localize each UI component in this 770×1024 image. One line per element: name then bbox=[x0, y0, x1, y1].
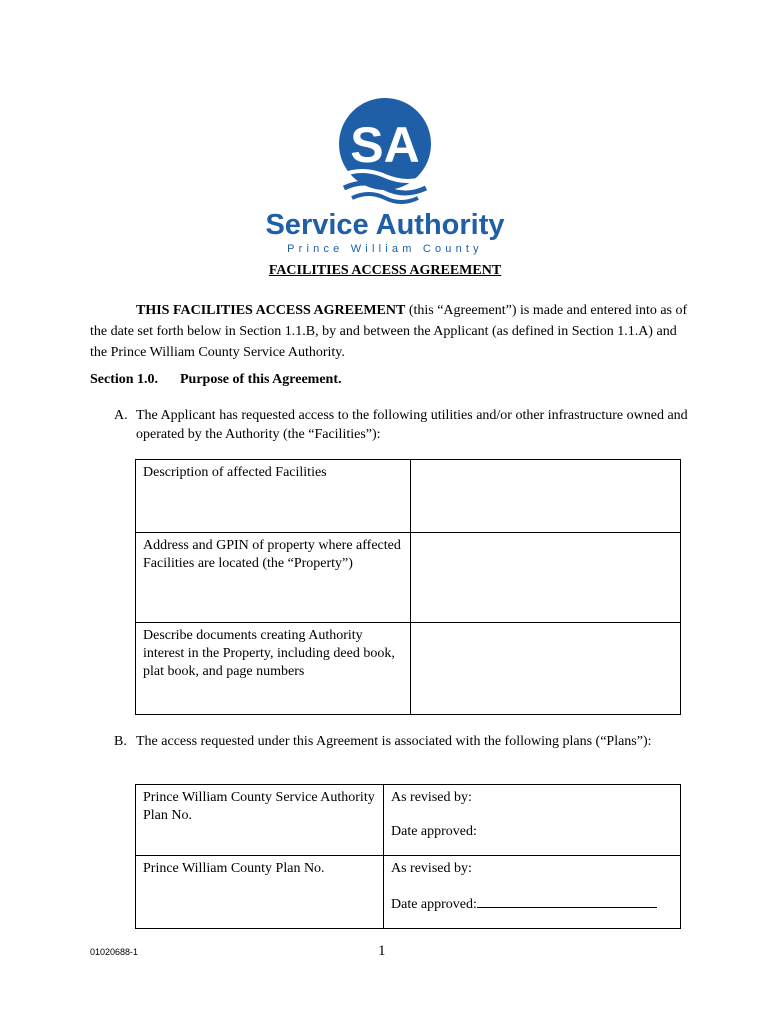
facilities-description-label: Description of affected Facilities bbox=[136, 460, 411, 533]
authority-plan-field[interactable] bbox=[384, 785, 681, 856]
sa-emblem bbox=[339, 98, 431, 202]
table-row bbox=[136, 856, 681, 929]
table-row bbox=[136, 785, 681, 856]
logo-monogram: SA bbox=[350, 117, 420, 173]
county-plan-field[interactable] bbox=[384, 856, 681, 929]
table-row bbox=[136, 460, 681, 533]
item-a-text: The Applicant has requested access to the following utilities and/or other infrastructure owned and operated by the Authority (the “Facilities”): bbox=[136, 408, 688, 442]
item-a-letter: A. bbox=[114, 408, 128, 423]
facilities-description-field[interactable] bbox=[411, 460, 681, 533]
facilities-table bbox=[135, 459, 681, 715]
authority-documents-field[interactable] bbox=[411, 623, 681, 715]
section-heading bbox=[90, 372, 342, 388]
page-number: 1 bbox=[378, 943, 386, 959]
authority-documents-label: Describe documents creating Authority interest in the Property, including deed book, plat book, and page numbers bbox=[136, 623, 411, 715]
table-row bbox=[136, 623, 681, 715]
document-title: FACILITIES ACCESS AGREEMENT bbox=[268, 263, 502, 278]
intro-text: (this “Agreement”) is made and entered into as of the date set forth below in Section 1.1.B, by and between the Applicant (as defined in Section 1.1.A) and the Prince William County Service Authority. bbox=[90, 303, 688, 360]
section-number: Section 1.0. bbox=[90, 372, 159, 387]
property-address-field[interactable] bbox=[411, 533, 681, 623]
section-title: Purpose of this Agreement. bbox=[180, 372, 342, 387]
plans-table bbox=[135, 784, 681, 929]
document-code: 01020688-1 bbox=[90, 947, 139, 957]
authority-plan-label: Prince William County Service Authority Plan No. bbox=[136, 785, 384, 856]
revised-by-label: As revised by: bbox=[391, 790, 472, 805]
logo-name: Service Authority bbox=[265, 209, 505, 241]
property-address-label: Address and GPIN of property where affected Facilities are located (the “Property”) bbox=[136, 533, 411, 623]
logo-tagline: Prince William County bbox=[287, 243, 483, 255]
item-b-letter: B. bbox=[114, 734, 127, 749]
service-authority-logo bbox=[262, 96, 508, 256]
item-b bbox=[114, 732, 694, 751]
item-b-text: The access requested under this Agreement is associated with the following plans (“Plans”): bbox=[136, 734, 652, 749]
date-approved-label: Date approved: bbox=[391, 824, 477, 839]
intro-paragraph bbox=[90, 300, 690, 363]
date-approved-blank[interactable] bbox=[477, 894, 657, 908]
intro-bold-lead: THIS FACILITIES ACCESS AGREEMENT bbox=[136, 303, 406, 318]
county-plan-label: Prince William County Plan No. bbox=[136, 856, 384, 929]
table-row bbox=[136, 533, 681, 623]
date-approved-label: Date approved: bbox=[391, 897, 477, 912]
item-a bbox=[114, 406, 694, 444]
revised-by-label: As revised by: bbox=[391, 861, 472, 876]
